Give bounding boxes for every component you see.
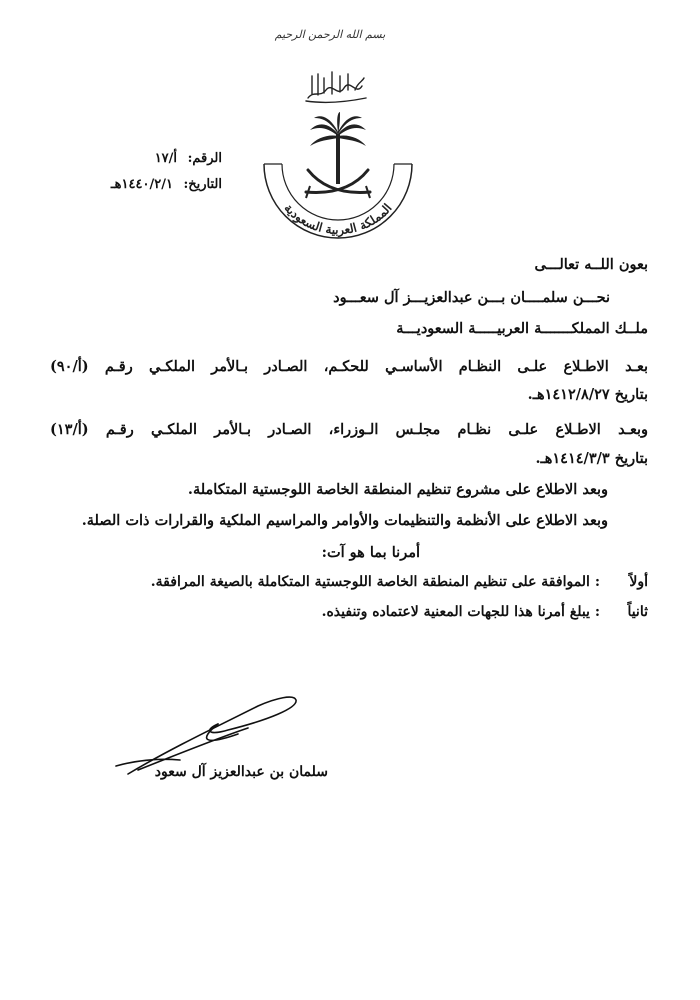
sovereign-name: نحـــن سلمــــان بـــن عبدالعزيـــز آل سعـــود [333, 289, 610, 306]
reference-number-value: أ/١٧ [154, 151, 178, 166]
sovereign-title: ملــك المملكـــــــة العربيـــــة السعوديـــة [396, 320, 648, 337]
reference-date-row [22, 172, 222, 198]
saudi-emblem-icon [258, 112, 418, 242]
reference-block [22, 146, 222, 198]
paragraph-3: وبعد الاطلاع على مشروع تنظيم المنطقة الخاصة اللوجستية المتكاملة. [187, 481, 608, 498]
emblem-ring-text: المملكة العربية السعودية [281, 200, 395, 238]
paragraph-1-line-1: بعـد الاطـلاع علـى النظـام الأساسـي للحكـم، الصـادر بـالأمر الملكـي رقـم (أ/٩٠) [50, 358, 648, 375]
paragraph-4: وبعد الاطلاع على الأنظمة والتنظيمات والأوامر والمراسيم الملكية والقرارات ذات الصلة. [81, 512, 608, 529]
item-1-number: أولاً [629, 574, 648, 590]
item-2-number: ثانياً [627, 604, 648, 620]
order-intro: أمرنا بما هو آت: [321, 544, 420, 561]
paragraph-2-line-1: وبعـد الاطـلاع علـى نظـام مجلـس الـوزراء، الصـادر بـالأمر الملكـي رقـم (أ/١٣) [50, 421, 648, 438]
paragraph-1-line-2: بتاريخ ١٤١٢/٨/٢٧هـ. [527, 386, 648, 403]
item-1-text: : الموافقة على تنظيم المنطقة الخاصة اللوجستية المتكاملة بالصيغة المرافقة. [150, 574, 600, 590]
basmala-calligraphy: بسم الله الرحمن الرحيم [274, 28, 386, 41]
reference-number-row [22, 146, 222, 172]
reference-date-value: ١٤٤٠/٢/١هـ [110, 177, 173, 192]
opening-invocation: بعون اللــه تعالـــى [534, 256, 648, 273]
paragraph-2-line-2: بتاريخ ١٤١٤/٣/٣هـ. [535, 450, 648, 467]
tawhid-calligraphy-icon [300, 68, 370, 104]
reference-number-label: الرقم: [187, 151, 222, 166]
signatory-name: سلمان بن عبدالعزيز آل سعود [154, 764, 328, 780]
reference-date-label: التاريخ: [183, 177, 222, 192]
item-2-text: : يبلغ أمرنا هذا للجهات المعنية لاعتماده وتنفيذه. [321, 604, 600, 620]
